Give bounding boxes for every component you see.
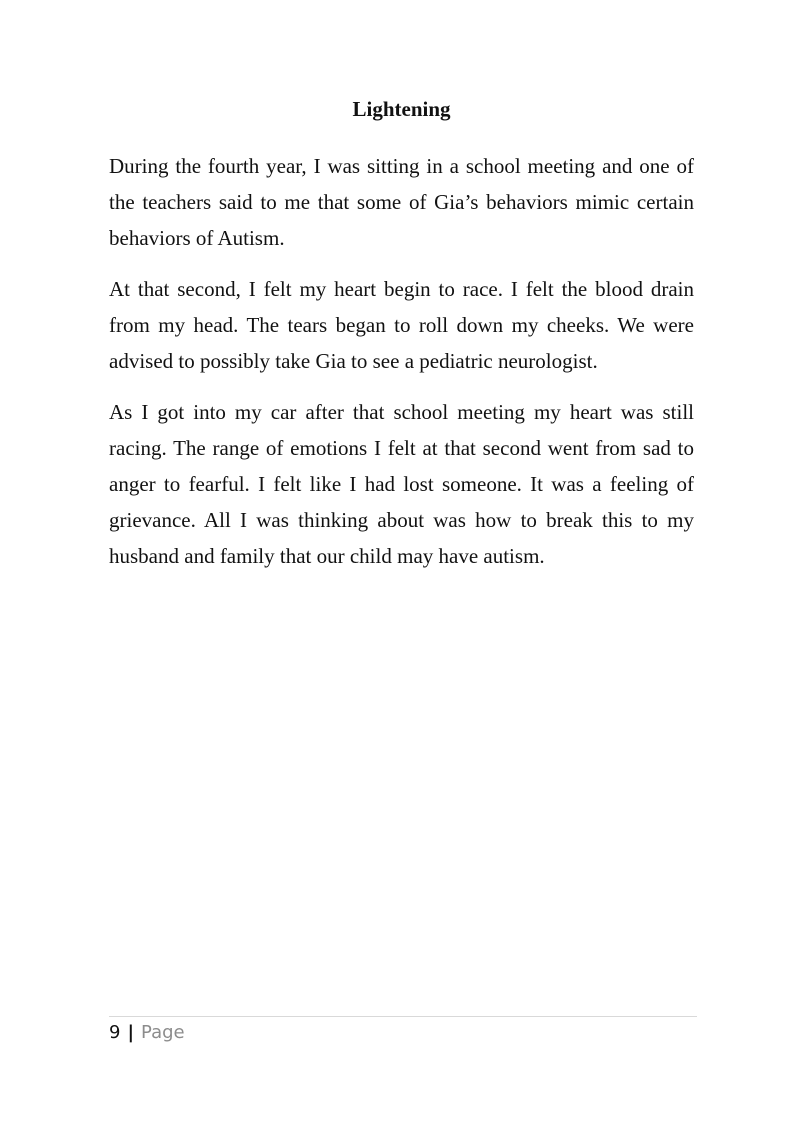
page-label: Page	[141, 1022, 185, 1043]
page-separator: |	[127, 1022, 135, 1043]
paragraph-2: At that second, I felt my heart begin to race. I felt the blood drain from my head. The tears began to roll down my cheeks. We were advised to possibly take Gia to see a pediatric neurologist.	[109, 277, 694, 373]
body-text	[109, 148, 694, 589]
chapter-title: Lightening	[352, 97, 451, 121]
paragraph-1: During the fourth year, I was sitting in a school meeting and one of the teachers said to me that some of Gia’s behaviors mimic certain behaviors of Autism.	[109, 154, 694, 250]
page-footer	[109, 1020, 185, 1046]
footer-divider	[109, 1016, 697, 1017]
paragraph-3: As I got into my car after that school meeting my heart was still racing. The range of emotions I felt at that second went from sad to anger to fearful. I felt like I had lost someone. It was a feeling of grievance. All I was thinking about was how to break this to my husband and family that our child may have autism.	[109, 400, 694, 568]
page-number: 9	[109, 1022, 121, 1043]
